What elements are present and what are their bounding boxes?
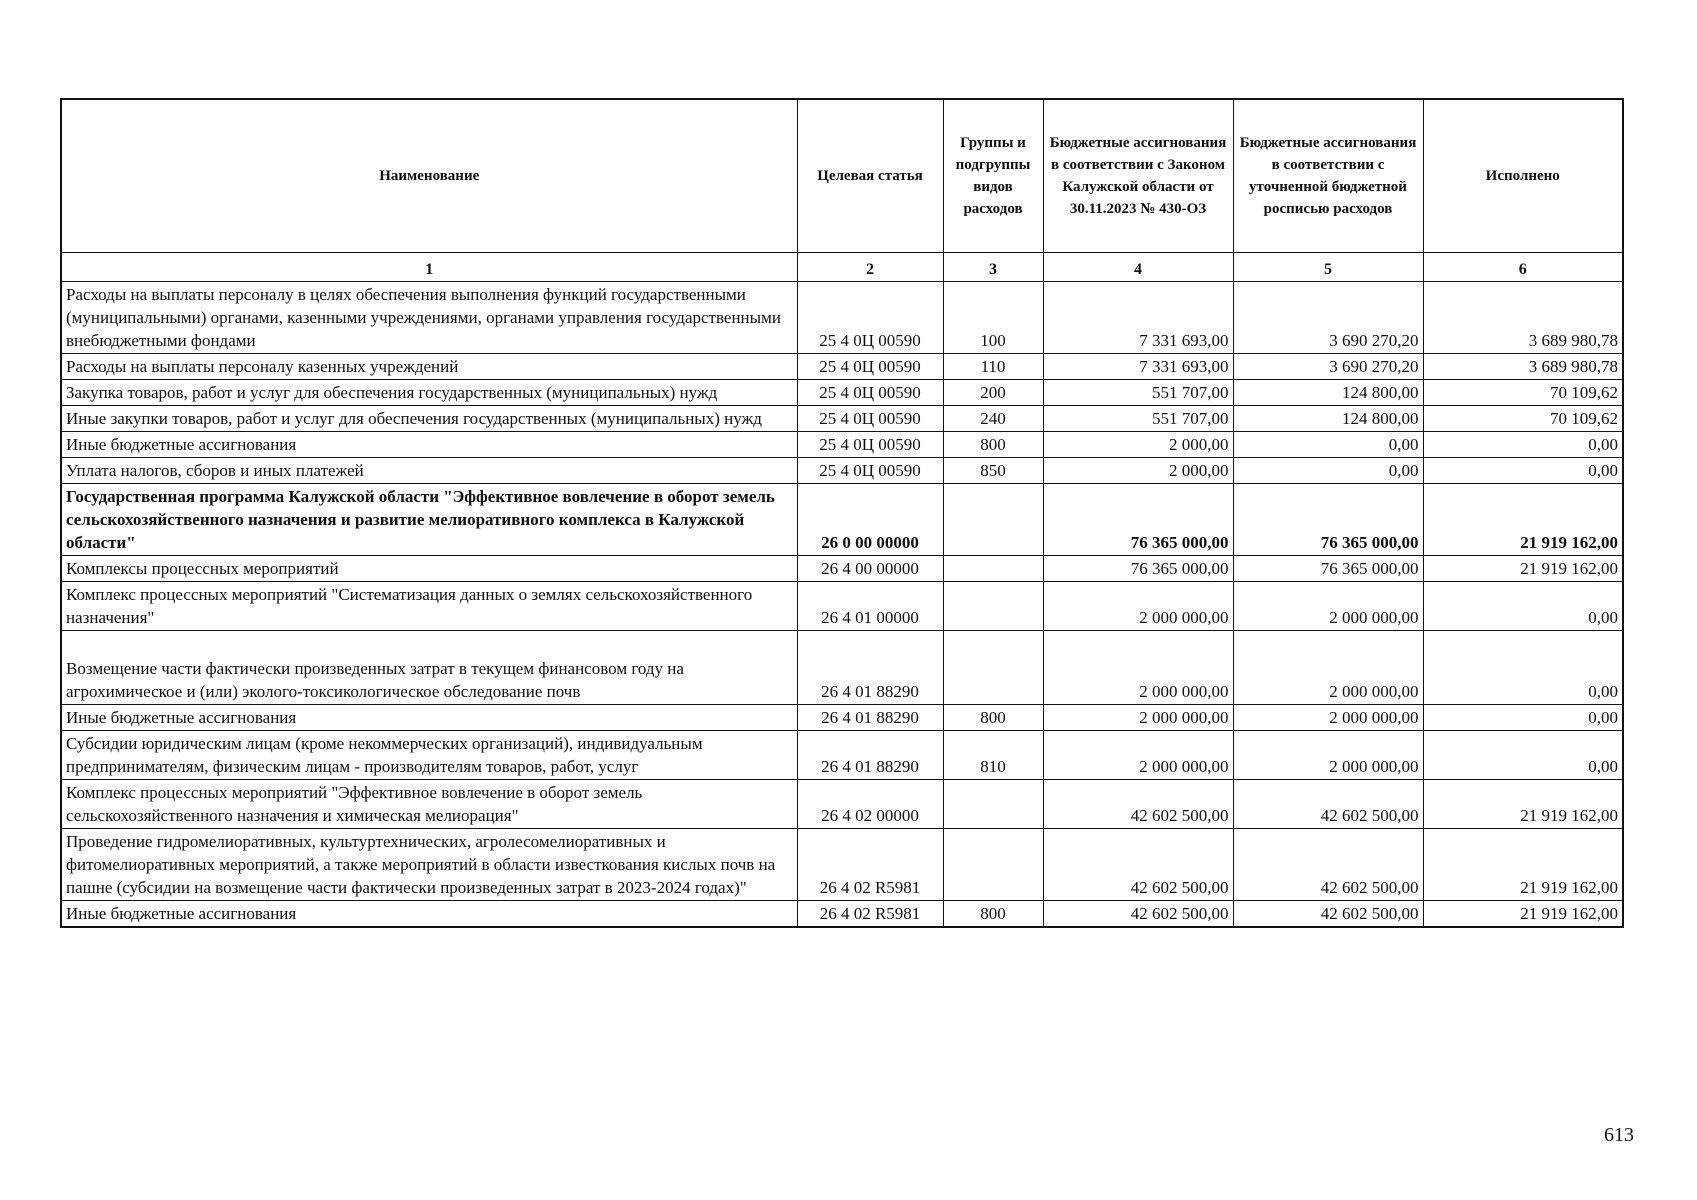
row-target-article: 26 0 00 00000 <box>797 484 943 556</box>
row-target-article: 25 4 0Ц 00590 <box>797 458 943 484</box>
header-row <box>61 99 1623 253</box>
row-executed: 0,00 <box>1423 731 1623 780</box>
table-row <box>61 631 1623 705</box>
row-law-allocation: 7 331 693,00 <box>1043 282 1233 354</box>
table-row <box>61 829 1623 901</box>
row-expense-group <box>943 631 1043 705</box>
row-expense-group: 800 <box>943 705 1043 731</box>
row-target-article: 26 4 02 R5981 <box>797 829 943 901</box>
row-refined-allocation: 124 800,00 <box>1233 406 1423 432</box>
table-row <box>61 380 1623 406</box>
row-refined-allocation: 0,00 <box>1233 458 1423 484</box>
row-executed: 21 919 162,00 <box>1423 901 1623 928</box>
row-target-article: 26 4 00 00000 <box>797 556 943 582</box>
row-name: Возмещение части фактически произведенных затрат в текущем финансовом году на агрохимическое и (или) эколого-токсикологическое обследование почв <box>61 631 797 705</box>
row-refined-allocation: 0,00 <box>1233 432 1423 458</box>
row-refined-allocation: 2 000 000,00 <box>1233 731 1423 780</box>
row-target-article: 26 4 02 R5981 <box>797 901 943 928</box>
row-law-allocation: 2 000 000,00 <box>1043 582 1233 631</box>
row-law-allocation: 76 365 000,00 <box>1043 556 1233 582</box>
row-executed: 21 919 162,00 <box>1423 780 1623 829</box>
table-body <box>61 282 1623 928</box>
row-expense-group <box>943 556 1043 582</box>
row-target-article: 26 4 01 00000 <box>797 582 943 631</box>
row-executed: 0,00 <box>1423 582 1623 631</box>
table-row <box>61 705 1623 731</box>
table-row <box>61 406 1623 432</box>
row-expense-group: 240 <box>943 406 1043 432</box>
row-name: Расходы на выплаты персоналу в целях обеспечения выполнения функций государственными (муниципальными) органами, казенными учреждениями, органами управления государственными внебюджетными фондами <box>61 282 797 354</box>
row-name: Закупка товаров, работ и услуг для обеспечения государственных (муниципальных) нужд <box>61 380 797 406</box>
table-row <box>61 901 1623 928</box>
row-executed: 0,00 <box>1423 705 1623 731</box>
page-number: 613 <box>1604 1124 1634 1146</box>
column-number: 3 <box>943 253 1043 282</box>
column-number: 1 <box>61 253 797 282</box>
table-row <box>61 556 1623 582</box>
header-expense-groups: Группы и подгруппы видов расходов <box>943 99 1043 253</box>
table-row <box>61 582 1623 631</box>
row-name: Уплата налогов, сборов и иных платежей <box>61 458 797 484</box>
row-expense-group: 800 <box>943 432 1043 458</box>
row-name: Иные закупки товаров, работ и услуг для обеспечения государственных (муниципальных) нужд <box>61 406 797 432</box>
row-target-article: 26 4 01 88290 <box>797 705 943 731</box>
row-law-allocation: 2 000 000,00 <box>1043 731 1233 780</box>
row-law-allocation: 2 000 000,00 <box>1043 705 1233 731</box>
row-target-article: 26 4 01 88290 <box>797 731 943 780</box>
column-number: 6 <box>1423 253 1623 282</box>
row-refined-allocation: 3 690 270,20 <box>1233 282 1423 354</box>
row-target-article: 26 4 01 88290 <box>797 631 943 705</box>
table-row <box>61 282 1623 354</box>
row-refined-allocation: 76 365 000,00 <box>1233 484 1423 556</box>
row-law-allocation: 42 602 500,00 <box>1043 901 1233 928</box>
row-expense-group <box>943 582 1043 631</box>
row-expense-group: 850 <box>943 458 1043 484</box>
row-expense-group: 200 <box>943 380 1043 406</box>
row-refined-allocation: 42 602 500,00 <box>1233 901 1423 928</box>
column-number: 2 <box>797 253 943 282</box>
row-refined-allocation: 124 800,00 <box>1233 380 1423 406</box>
row-target-article: 25 4 0Ц 00590 <box>797 282 943 354</box>
row-name: Иные бюджетные ассигнования <box>61 705 797 731</box>
row-executed: 21 919 162,00 <box>1423 484 1623 556</box>
row-target-article: 25 4 0Ц 00590 <box>797 406 943 432</box>
row-name: Иные бюджетные ассигнования <box>61 901 797 928</box>
row-expense-group: 110 <box>943 354 1043 380</box>
table-row <box>61 731 1623 780</box>
row-executed: 70 109,62 <box>1423 406 1623 432</box>
row-refined-allocation: 2 000 000,00 <box>1233 582 1423 631</box>
row-executed: 3 689 980,78 <box>1423 282 1623 354</box>
header-law-allocations: Бюджетные ассигнования в соответствии с Законом Калужской области от 30.11.2023 № 430-ОЗ <box>1043 99 1233 253</box>
row-refined-allocation: 2 000 000,00 <box>1233 705 1423 731</box>
row-expense-group <box>943 780 1043 829</box>
row-executed: 21 919 162,00 <box>1423 556 1623 582</box>
row-name: Иные бюджетные ассигнования <box>61 432 797 458</box>
row-executed: 0,00 <box>1423 631 1623 705</box>
row-executed: 0,00 <box>1423 432 1623 458</box>
row-law-allocation: 76 365 000,00 <box>1043 484 1233 556</box>
header-name: Наименование <box>61 99 797 253</box>
row-law-allocation: 2 000,00 <box>1043 458 1233 484</box>
row-name: Комплексы процессных мероприятий <box>61 556 797 582</box>
row-name: Комплекс процессных мероприятий "Систематизация данных о землях сельскохозяйственного назначения" <box>61 582 797 631</box>
row-refined-allocation: 42 602 500,00 <box>1233 780 1423 829</box>
row-law-allocation: 2 000 000,00 <box>1043 631 1233 705</box>
row-name: Проведение гидромелиоративных, культуртехнических, агролесомелиоративных и фитомелиоративных мероприятий, а также мероприятий в области известкования кислых почв на пашне (субсидии на возмещение части фактически произведенных затрат в 2023-2024 годах)" <box>61 829 797 901</box>
table-row <box>61 432 1623 458</box>
row-law-allocation: 42 602 500,00 <box>1043 829 1233 901</box>
row-target-article: 25 4 0Ц 00590 <box>797 354 943 380</box>
row-target-article: 25 4 0Ц 00590 <box>797 380 943 406</box>
header-refined-allocations: Бюджетные ассигнования в соответствии с уточненной бюджетной росписью расходов <box>1233 99 1423 253</box>
row-law-allocation: 551 707,00 <box>1043 406 1233 432</box>
budget-table <box>60 98 1624 928</box>
row-executed: 0,00 <box>1423 458 1623 484</box>
header-executed: Исполнено <box>1423 99 1623 253</box>
row-expense-group <box>943 829 1043 901</box>
row-law-allocation: 551 707,00 <box>1043 380 1233 406</box>
row-law-allocation: 42 602 500,00 <box>1043 780 1233 829</box>
row-refined-allocation: 42 602 500,00 <box>1233 829 1423 901</box>
row-name: Субсидии юридическим лицам (кроме некоммерческих организаций), индивидуальным предпринимателям, физическим лицам - производителям товаров, работ, услуг <box>61 731 797 780</box>
column-number: 5 <box>1233 253 1423 282</box>
row-executed: 70 109,62 <box>1423 380 1623 406</box>
row-name: Расходы на выплаты персоналу казенных учреждений <box>61 354 797 380</box>
column-number-row <box>61 253 1623 282</box>
row-executed: 21 919 162,00 <box>1423 829 1623 901</box>
column-number: 4 <box>1043 253 1233 282</box>
row-expense-group: 800 <box>943 901 1043 928</box>
row-refined-allocation: 2 000 000,00 <box>1233 631 1423 705</box>
row-name: Комплекс процессных мероприятий "Эффективное вовлечение в оборот земель сельскохозяйственного назначения и химическая мелиорация" <box>61 780 797 829</box>
row-law-allocation: 2 000,00 <box>1043 432 1233 458</box>
table-row <box>61 458 1623 484</box>
row-refined-allocation: 3 690 270,20 <box>1233 354 1423 380</box>
row-refined-allocation: 76 365 000,00 <box>1233 556 1423 582</box>
row-expense-group: 100 <box>943 282 1043 354</box>
row-expense-group <box>943 484 1043 556</box>
table-row <box>61 780 1623 829</box>
row-expense-group: 810 <box>943 731 1043 780</box>
row-name: Государственная программа Калужской области "Эффективное вовлечение в оборот земель сельскохозяйственного назначения и развитие мелиоративного комплекса в Калужской области" <box>61 484 797 556</box>
row-executed: 3 689 980,78 <box>1423 354 1623 380</box>
table-row <box>61 484 1623 556</box>
row-target-article: 26 4 02 00000 <box>797 780 943 829</box>
row-law-allocation: 7 331 693,00 <box>1043 354 1233 380</box>
table-row <box>61 354 1623 380</box>
header-target-article: Целевая статья <box>797 99 943 253</box>
row-target-article: 25 4 0Ц 00590 <box>797 432 943 458</box>
